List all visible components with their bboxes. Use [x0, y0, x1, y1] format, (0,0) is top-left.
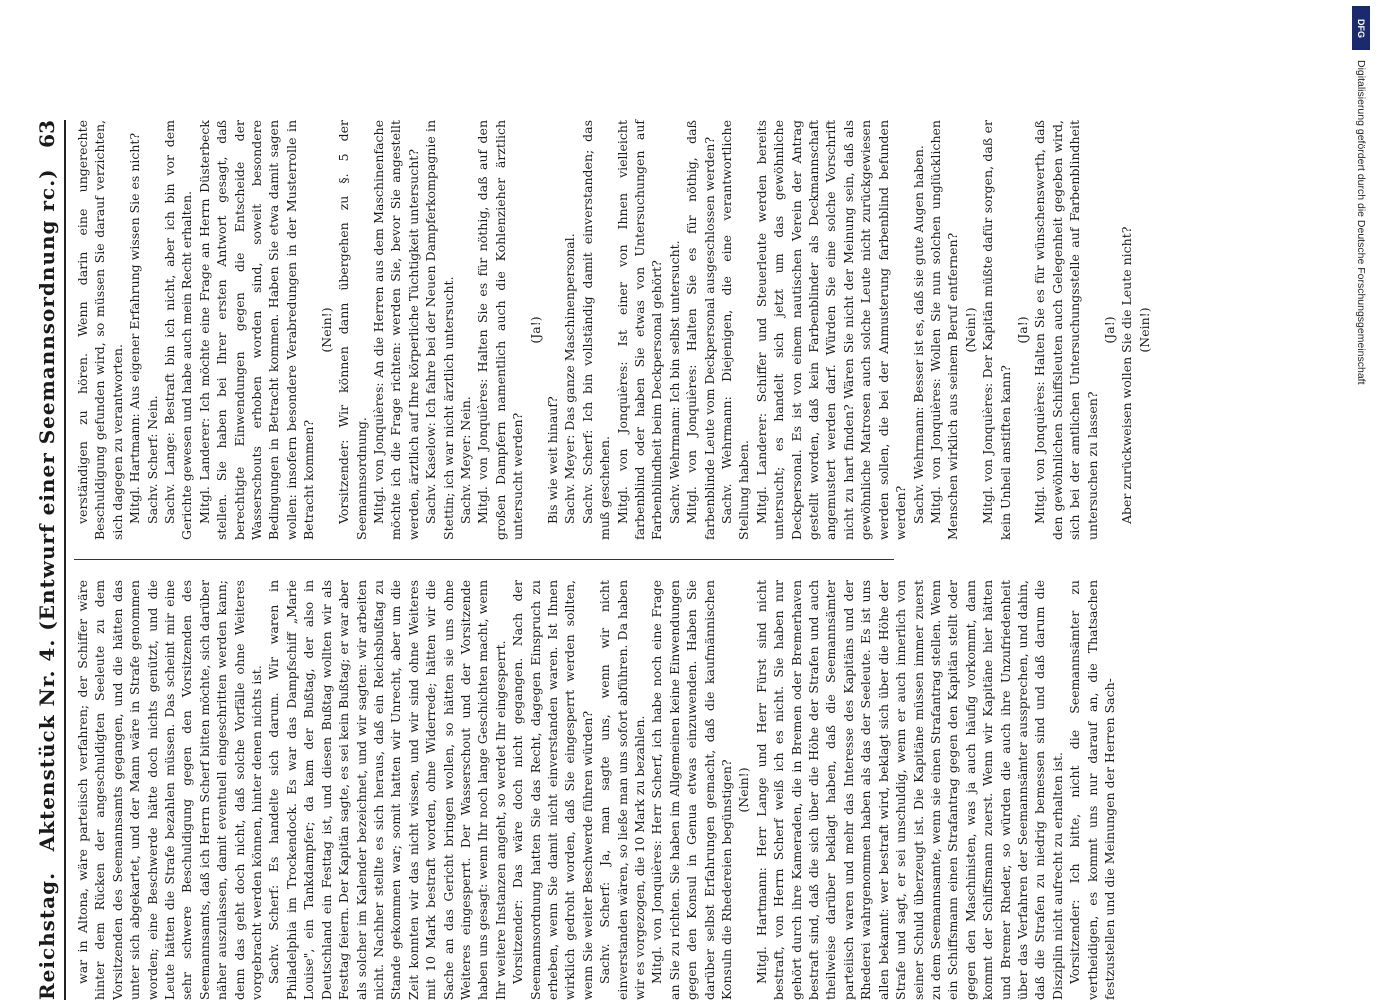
paragraph: Mitgl. Hartmann: Herr Lange und Herr Fürst sind nicht bestraft, von Herrn Scherf weiß ich es nicht. Sie haben nur gehört durch ihre Kameraden, die in Bremen oder Bremerhaven bestraft sind, daß die sich über die Höhe der Strafen und auch theilweise darüber beklagt haben, daß die Seemannsämter parteiisch waren und mehr das Interesse des Kapitäns und der Rhederei wahrgenommen haben als das der Seeleute. Es ist uns allen bekannt: wer bestraft wird, beklagt sich über die Höhe der Strafe und sagt, er sei unschuldig, wenn er auch innerlich von seiner Schuld überzeugt ist. Die Kapitäne müssen immer zuerst zu dem Seemannsamte, wenn sie einen Strafantrag stellen. Wenn ein Schiffsmann einen Strafantrag gegen den Kapitän stellt oder gegen den Maschinisten, was ja auch häufig vorkommt, dann kommt der Schiffsmann zuerst. Wenn wir Kapitäne hier hätten und Bremer Rheder, so würden die auch ihre Unzufriedenheit über das Verfahren der Seemannsämter aussprechen, und dahin, daß die Strafen zu niedrig bemessen sind und daß darum die Disziplin nicht aufrecht zu erhalten ist.: [753, 580, 1065, 1000]
page-header: [30, 120, 66, 1000]
paragraph: Mitgl. Landerer: Schiffer und Steuerleute werden bereits untersucht; es handelt sich jetzt um das gewöhnliche Deckpersonal. Es ist von einem nautischen Verein der Antrag gestellt worden, daß kein Farbenblinder als Deckmannschaft angemustert werden darf. Würden Sie eine solche Vorschrift nicht zu hart finden? Wären Sie nicht der Meinung sein, daß als gewöhnliche Matrosen auch solche Leute nicht zurückgewiesen werden sollen, die bei der Anmusterung farbenblind befunden werden?: [753, 120, 909, 540]
paragraph: Vorsitzender: Wir können dann übergehen zu §. 5 der Seemannsordnung.: [336, 120, 369, 540]
digitization-note: Digitalisierung gefördert durch die Deutsche Forschungsgemeinschaft: [1355, 60, 1367, 385]
paragraph: Aber zurückweisen wollen Sie die Leute nicht?: [1119, 226, 1135, 524]
paragraph: Sachv. Scherf: Ja, man sagte uns, wenn wir nicht einverstanden wären, so ließe man uns sofort abführen. Da haben wir es vorgezogen, die 10 Mark zu bezahlen.: [597, 580, 647, 1000]
paragraph: Mitgl. von Jonquières: Ist einer von Ihnen vielleicht farbenblind oder haben Sie etwas von Untersuchungen auf Farbenblindheit beim Deckpersonal gehört?: [614, 120, 665, 540]
paragraph: Sachv. Meyer: Nein.: [457, 396, 473, 524]
paragraph: (Nein!): [962, 307, 978, 353]
paragraph: Mitgl. von Jonquières: An die Herren aus dem Maschinenfache möchte ich die Frage richten: werden Sie, bevor Sie angestellt werden, ärztlich auf Ihre körperliche Tüchtigkeit untersucht?: [370, 120, 421, 540]
paragraph: Mitgl. Hartmann: Aus eigener Erfahrung wissen Sie es nicht?: [127, 132, 143, 524]
paragraph: Sachv. Scherf: Ich bin vollständig damit einverstanden; das muß geschehen.: [579, 120, 613, 540]
column-divider: [74, 559, 894, 560]
paragraph: Mitgl. von Jonquières: Halten Sie es für nöthig, daß auf den großen Dampfern namentlich auch die Kohlenzieher ärztlich untersucht werden?: [475, 120, 526, 540]
paragraph: Vorsitzender: Ich bitte, nicht die Seemannsämter zu vertheidigen, es kommt uns nur darauf an, die Thatsachen festzustellen und die Meinungen der Herren Sach-: [1067, 580, 1117, 1000]
paragraph: (Nein!): [1136, 307, 1152, 353]
paragraph: Sachv. Scherf: Es handelte sich darum. Wir waren in Philadelphia im Trockendock. Es war das Dampfschiff „Marie Louise", ein Tankdampfer; da kam der Bußtag, der also in Deutschland ein Festtag ist, und diesen Bußtag wollten wir als Festtag feiern. Der Kapitän sagte, es sei kein Bußtag; er war aber als solcher im Kalender bezeichnet, und wir sagten: wir arbeiten nicht. Nachher stellte es sich heraus, daß ein Reichsbußtag zu Stande gekommen war; somit hatten wir Unrecht, aber um die Zeit konnten wir das nicht wissen, und wir sind ohne Weiteres mit 10 Mark bestraft worden, ohne Widerrede; hätten wir die Sache an das Gericht bringen wollen, so hätten sie uns ohne Weiteres eingesperrt. Der Wasserschout und der Vorsitzende haben uns gesagt: wenn Ihr noch lange Geschichten macht, wenn Ihr weitere Instanzen angeht, so werdet Ihr eingesperrt.: [266, 580, 508, 1000]
paragraph: (Nein!): [318, 307, 334, 353]
paragraph: Sachv. Wehrmann: Ich bin selbst untersucht.: [666, 240, 682, 524]
header-title: [35, 168, 59, 851]
paragraph: Mitgl. von Jonquières: Herr Scherf, ich habe noch eine Frage an Sie zu richten. Sie haben im Allgemeinen keine Einwendungen gegen den Konsul in Genua etwas einzuwenden. Haben Sie darüber selbst Erfahrungen gemacht, daß die kaufmännischen Konsuln die Rhedereien begünstigen?: [649, 580, 735, 1000]
paragraph: Sachv. Wehrmann: Diejenigen, die eine verantwortliche Stellung haben.: [719, 120, 752, 540]
paragraph: Mitgl. Landerer: Ich möchte eine Frage an Herrn Düsterbeck stellen. Sie haben bei Ihrer ersten Antwort gesagt, daß berechtigte Einwendungen gegen die Entscheide der Wasserschouts erhoben worden sind, soweit besondere Bedingungen in Betracht kommen. Haben Sie etwa damit sagen wollen: insofern besondere Verabredungen in der Musterrolle in Betracht kommen?: [196, 120, 317, 540]
paragraph: war in Altona, wäre parteiisch verfahren; der Schiffer wäre hinter dem Rücken der angeschuldigten Seeleute zu dem Vorsitzenden des Seemannsamts gegangen, und die hätten das unter sich abgekartet, und der Mann wäre in Strafe genommen worden; eine Beschwerde hätte doch nichts genützt, und die Leute hätten die Strafe bezahlen müssen. Das scheint mir eine sehr schwere Beschuldigung gegen den Vorsitzenden des Seemannsamts, daß ich Herrn Scherf bitten möchte, sich darüber näher auszulassen, damit eventuell eingeschritten werden kann; denn das geht doch nicht, daß solche Vorfälle ohne Weiteres vorgebracht werden können, hinter denen nichts ist.: [75, 580, 265, 1000]
paragraph: Mitgl. von Jonquières: Halten Sie es für wünschenswerth, daß den gewöhnlichen Schiffsleuten auch Gelegenheit gegeben wird, sich bei der amtlichen Untersuchungsstelle auf Farbenblindheit untersuchen zu lassen?: [1032, 120, 1100, 540]
paragraph: Mitgl. von Jonquières: Der Kapitän müßte dafür sorgen, daß er kein Unheil anstiften kann?: [980, 120, 1013, 540]
paragraph: Vorsitzender: Das wäre doch nicht gegangen. Nach der Seemannsordnung hatten Sie das Recht, dagegen Einspruch zu erheben, wenn Sie damit nicht einverstanden waren. Ist Ihnen wirklich gedroht worden, daß Sie eingesperrt werden sollten, wenn Sie weiter Beschwerde führen würden?: [510, 580, 595, 1000]
paragraph: verständigen zu hören. Wenn darin eine ungerechte Beschuldigung gefunden wird, so müssen Sie darauf verzichten, sich dagegen zu verantworten.: [75, 120, 125, 540]
paragraph: Sachv. Meyer: Das ganze Maschinenpersonal.: [562, 233, 578, 524]
paragraph: (Ja!): [1014, 316, 1030, 344]
paragraph: Bis wie weit hinauf?: [544, 396, 560, 524]
paragraph: Sachv. Wehrmann: Besser ist es, daß sie gute Augen haben.: [910, 145, 926, 524]
page-number: 63: [35, 120, 59, 148]
paragraph: Mitgl. von Jonquières: Halten Sie es für nöthig, daß farbenblinde Leute vom Deckpersonal ausgeschlossen werden?: [684, 120, 717, 540]
left-text-column: [74, 580, 1118, 1000]
header-left: Reichstag.: [35, 871, 59, 1000]
rotated-document-page: [30, 120, 1320, 1000]
paragraph: Mitgl. von Jonquières: Wollen Sie nun solchen unglücklichen Menschen wirklich aus seinem Beruf entfernen?: [927, 120, 961, 540]
right-text-column: [74, 120, 1153, 540]
paragraph: Sachv. Kaselow: Ich fahre bei der Neuen Dampferkompagnie in Stettin; ich war nicht ärztlich untersucht.: [423, 120, 456, 540]
paragraph: Sachv. Lange: Bestraft bin ich nicht, aber ich bin vor dem Gerichte gewesen und habe auch mein Recht erhalten.: [162, 120, 195, 540]
header-title-part2: (Entwurf einer Seemannsordnung rc.): [35, 168, 59, 631]
paragraph: (Ja!): [1101, 316, 1117, 344]
dfg-logo: DFG: [1352, 6, 1370, 50]
paragraph: (Ja!): [527, 316, 543, 344]
header-title-part1: Aktenstück Nr. 4.: [35, 638, 59, 852]
paragraph: (Nein!): [736, 767, 752, 813]
document-sheet: [30, 120, 1290, 1000]
paragraph: Sachv. Scherf: Nein.: [144, 395, 160, 524]
